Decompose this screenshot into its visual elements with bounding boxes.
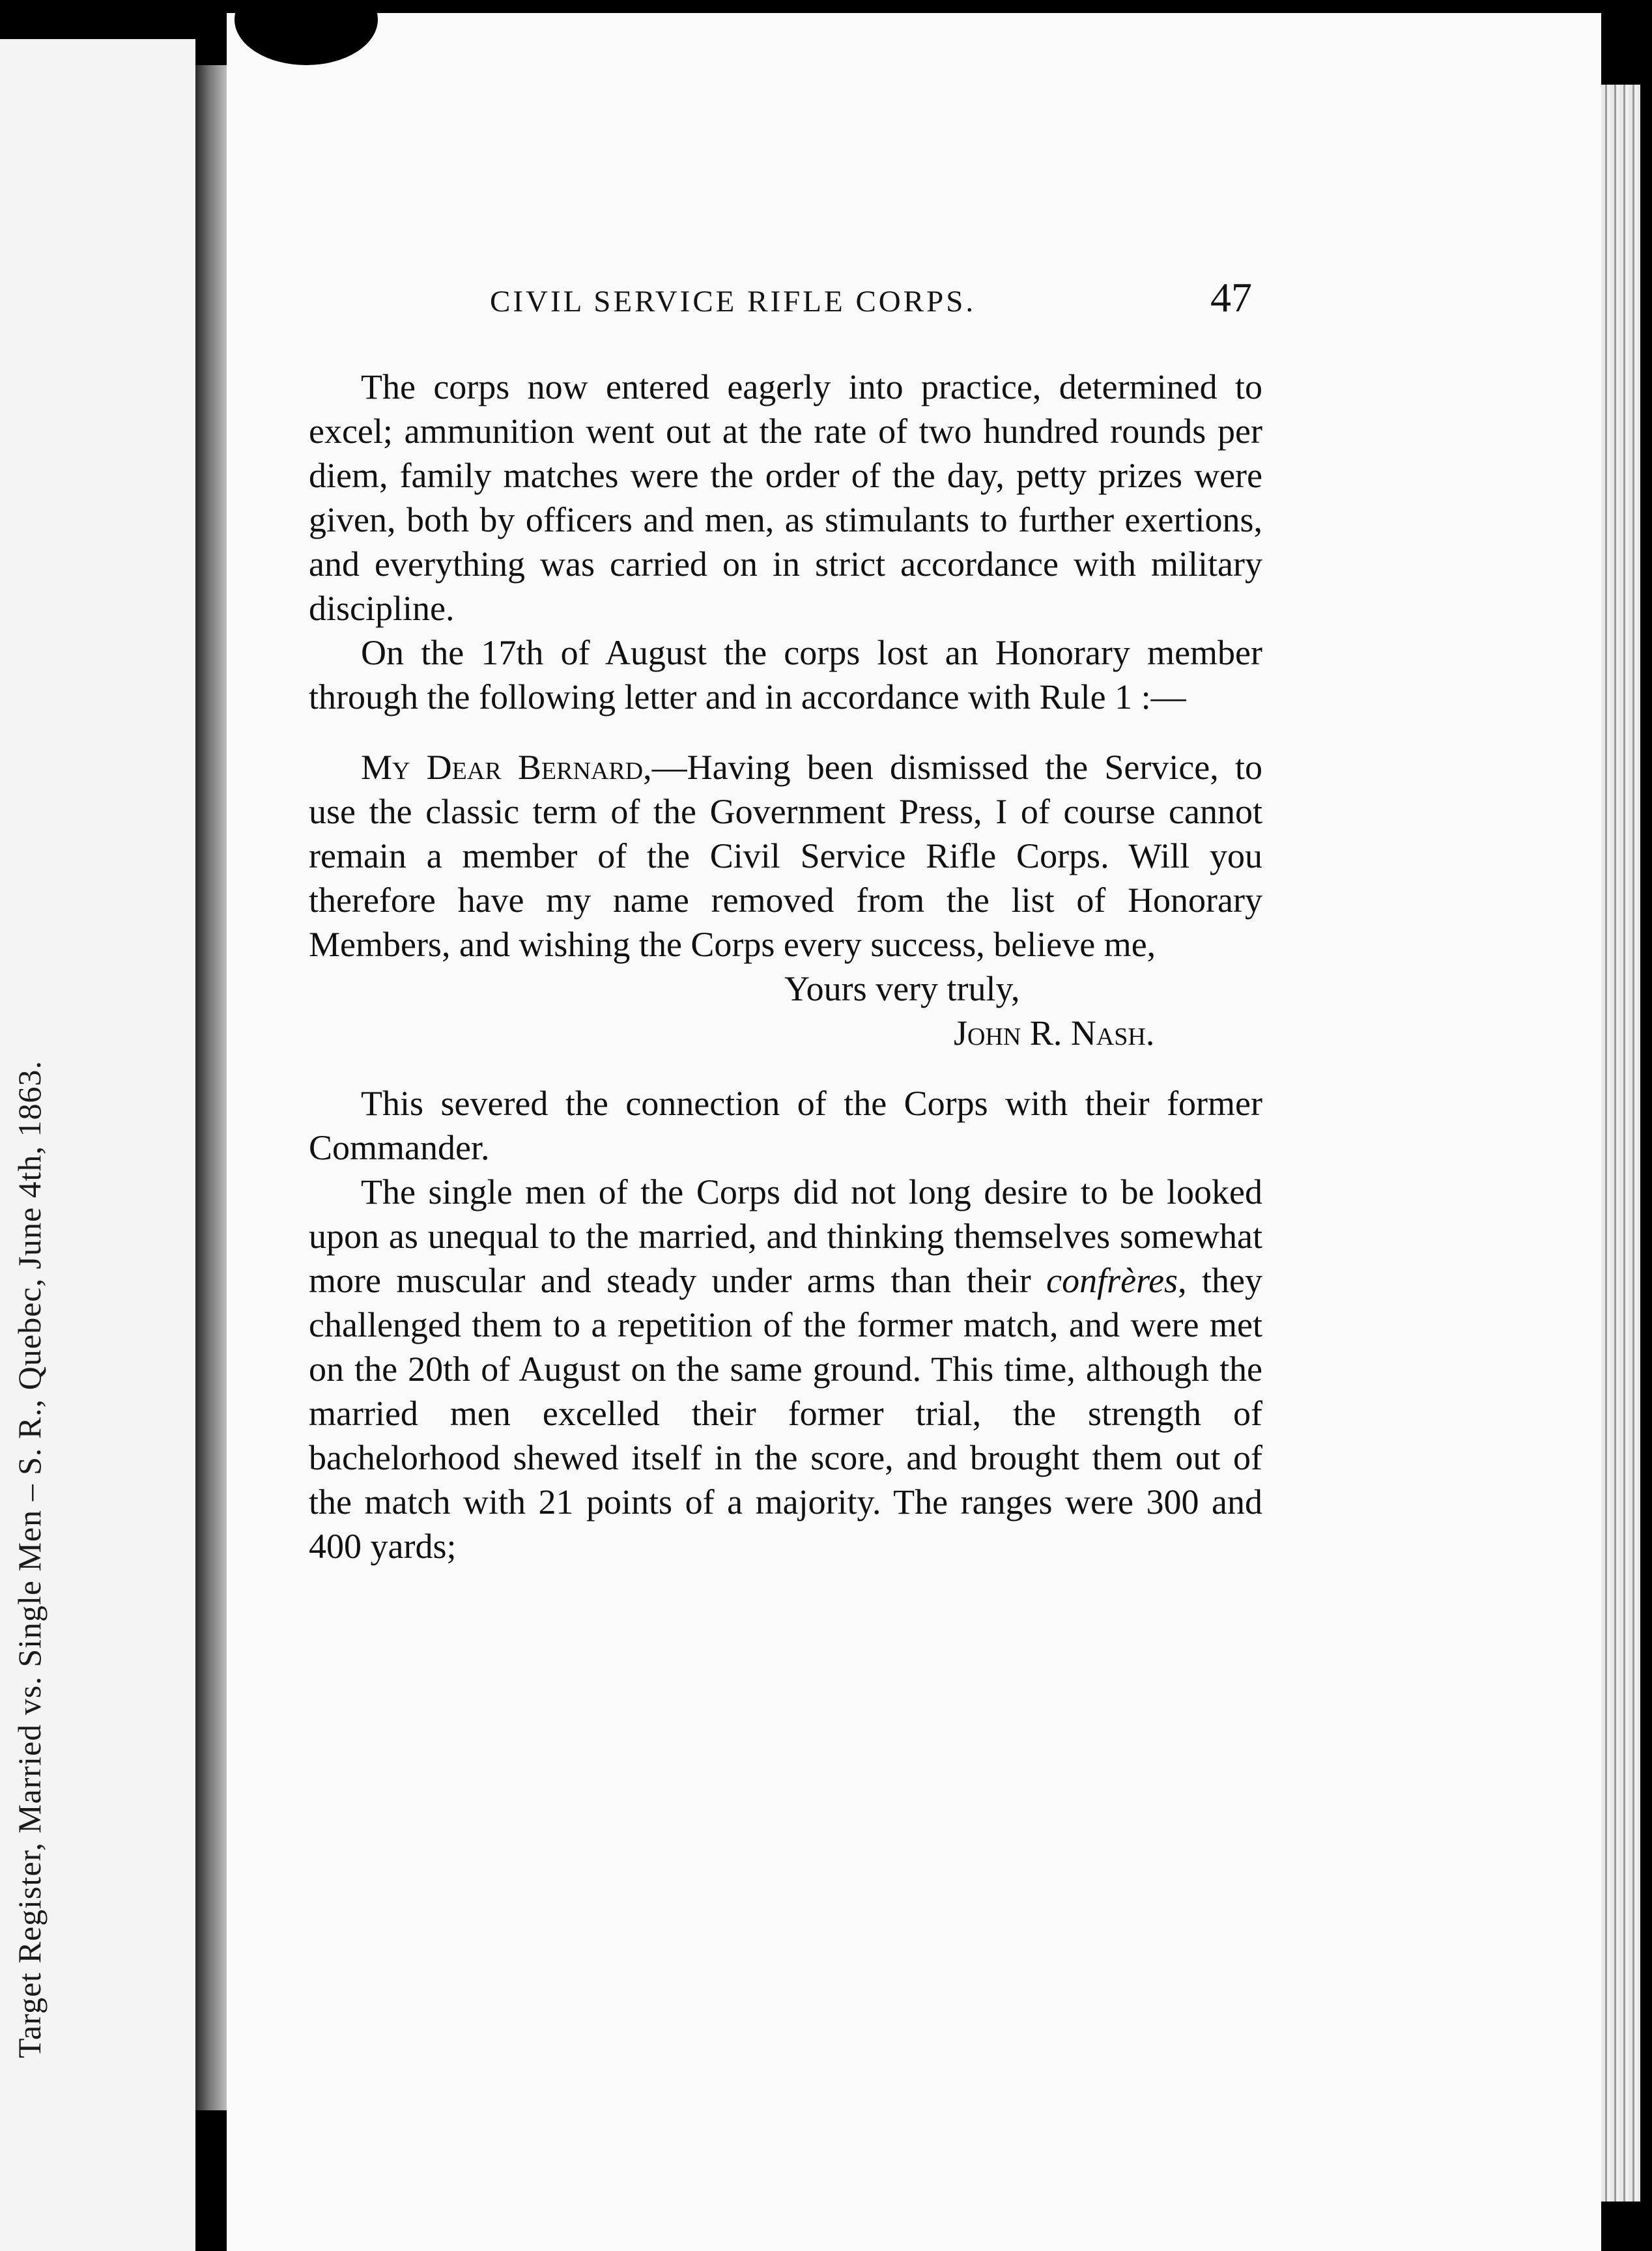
body-text: [309, 365, 1262, 1568]
paragraph-practice: The corps now entered eagerly into practice, determined to excel; ammunition went out at the rate of two hundred rounds per diem, family matches were the order of the day, petty prizes were given, both by officers and men, as stimulants to further exertions, and everything was carried on in strict accordance with military discipline.: [309, 367, 1262, 628]
letter-signature: John R. Nash.: [954, 1013, 1155, 1053]
single-men-text-2: , they challenged them to a repetition of the former match, and were met on the 20th of August on the same ground. This time, although the married men excelled their former trial, the strength of bachelorhood shewed itself in the score, and brought them out of the match with 21 points of a majority. The ranges were 300 and 400 yards;: [309, 1261, 1262, 1566]
book-gutter: [195, 65, 227, 2110]
paragraph-honorary-member: On the 17th of August the corps lost an Honorary member through the following letter and in accordance with Rule 1 :—: [309, 633, 1262, 716]
page-edges: [1601, 85, 1640, 2201]
facing-page: [0, 39, 195, 2251]
single-men-text-1: The single men of the Corps did not long desire to be looked upon as unequal to the married, and thinking themselves somewhat more muscular and steady under arms than their: [309, 1172, 1262, 1300]
page-number: 47: [1210, 274, 1252, 320]
letter-body: [309, 745, 1262, 967]
single-men-italic: confrères: [1046, 1261, 1178, 1300]
letter-closing: Yours very truly,: [784, 969, 1020, 1008]
paragraph-single-men: [309, 1170, 1262, 1568]
letter-salutation: My Dear Bernard,: [361, 748, 652, 787]
letter-text: —Having been dismissed the Service, to use the classic term of the Government Press, I of course cannot remain a member of the Civil Service Rifle Corps. Will you therefore have my name removed from the list of Honorary Members, and wishing the Corps every success, believe me,: [309, 748, 1262, 964]
paragraph-severed: This severed the connection of the Corps with their former Commander.: [309, 1084, 1262, 1167]
running-title: CIVIL SERVICE RIFLE CORPS.: [490, 285, 976, 319]
spine-title: Target Register, Married vs. Single Men – S. R., Quebec, June 4th, 1863.: [11, 1060, 48, 2058]
